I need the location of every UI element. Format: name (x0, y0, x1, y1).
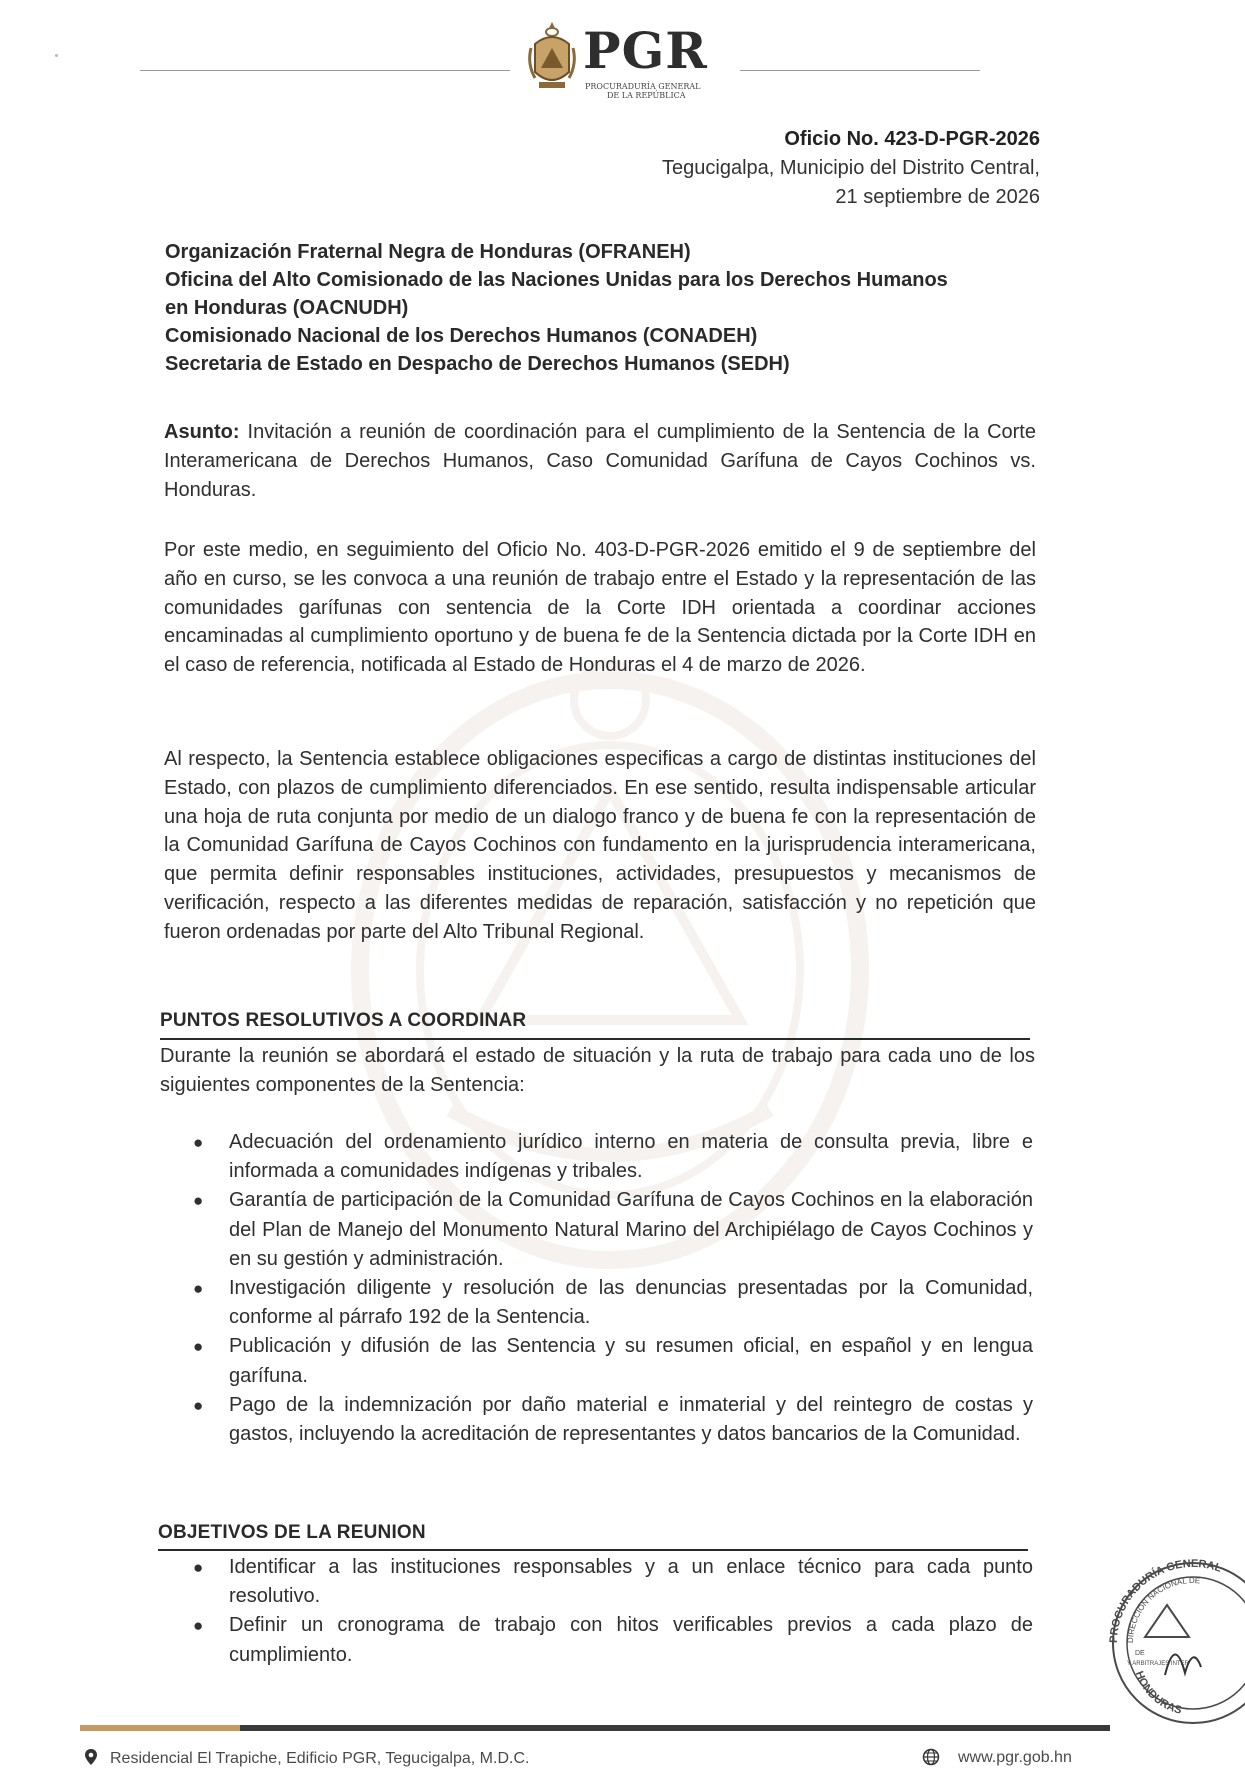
bullet-icon: ● (193, 1395, 204, 1415)
puntos-list (193, 1128, 1033, 1449)
svg-text:HONDURAS (1133, 1670, 1183, 1717)
body-paragraph: Por este medio, en seguimiento del Oficio No. 403-D-PGR-2026 emitido el 9 de septiembre del año en curso, se les convoca a una reunión de trabajo entre el Estado y la representación de las comunidades garífunas con sentencia de la Corte IDH orientada a coordinar acciones encaminadas al cumplimiento oportuno y de buena fe de la Sentencia dictada por la Corte IDH en el caso de referencia, notificada al Estado de Honduras el 4 de marzo de 2026. (164, 539, 1036, 677)
logo-subtitle-line1: PROCURADURÍA GENERAL (585, 82, 701, 91)
globe-icon (922, 1748, 940, 1766)
list-item-text: Investigación diligente y resolución de las denuncias presentadas por la Comunidad, conforme al párrafo 192 de la Sentencia. (229, 1277, 1033, 1329)
footer-website-link[interactable]: www.pgr.gob.hn (958, 1749, 1072, 1766)
footer-address (84, 1748, 529, 1768)
oficio-place: Tegucigalpa, Municipio del Distrito Central, (662, 157, 1040, 179)
footer-website[interactable] (922, 1748, 1072, 1767)
logo-subtitle (585, 82, 745, 100)
bullet-icon: ● (193, 1337, 204, 1357)
header-rule-left (140, 70, 510, 71)
list-item-text: Pago de la indemnización por daño material e inmaterial y del reintegro de costas y gastos, incluyendo la acreditación de representantes y datos bancarios de la Comunidad. (229, 1393, 1033, 1446)
stamp-line: Y ARBITRAJES INTER (1127, 1661, 1189, 1667)
asunto (164, 418, 1036, 504)
asunto-text: Invitación a reunión de coordinación para el cumplimiento de la Sentencia de la Corte Interamericana de Derechos Humanos, Caso Comunidad Garífuna de Cayos Cochinos vs. Honduras. (164, 421, 1036, 501)
bullet-icon: ● (193, 1616, 204, 1636)
list-item-text: Adecuación del ordenamiento jurídico interno en materia de consulta previa, libre e informada a comunidades indígenas y tribales. (229, 1131, 1033, 1183)
recipients (165, 238, 1045, 378)
section-title-puntos: PUNTOS RESOLUTIVOS A COORDINAR (160, 1010, 527, 1031)
list-item (193, 1611, 1033, 1669)
list-item (193, 1128, 1033, 1186)
oficio-date: 21 septiembre de 2026 (835, 186, 1040, 208)
list-item (193, 1553, 1033, 1611)
bullet-icon: ● (193, 1133, 204, 1152)
stamp-inner-text: DIRECCIÓN NACIONAL DE (1125, 1575, 1201, 1644)
bullet-icon: ● (193, 1279, 204, 1299)
section-rule (158, 1549, 1028, 1551)
list-item (193, 1391, 1033, 1449)
stamp-line: DE (1135, 1650, 1145, 1657)
footer-address-text: Residencial El Trapiche, Edificio PGR, Tegucigalpa, M.D.C. (110, 1750, 530, 1767)
footer-accent-rule (80, 1725, 240, 1731)
list-item-text: Identificar a las instituciones responsables y a un enlace técnico para cada punto resolutivo. (229, 1556, 1033, 1608)
stamp-ring-text: PROCURADURÍA GENERAL (1107, 1557, 1224, 1644)
list-item (193, 1332, 1033, 1390)
list-item-text: Garantía de participación de la Comunidad Garífuna de Cayos Cochinos en la elaboración del Plan de Manejo del Monumento Natural Marino del Archipiélago de Cayos Cochinos y en su gestión y administración. (229, 1189, 1033, 1270)
list-item-text: Definir un cronograma de trabajo con hitos verificables previos a cada plazo de cumplimiento. (229, 1614, 1033, 1666)
pgr-logo (525, 18, 745, 98)
recipient-line: en Honduras (OACNUDH) (165, 297, 409, 319)
list-item (193, 1274, 1033, 1332)
oficio-number: Oficio No. 423-D-PGR-2026 (784, 128, 1040, 150)
logo-subtitle-line2: DE LA REPÚBLICA (607, 91, 686, 100)
list-item (193, 1186, 1033, 1274)
section-title-objetivos: OBJETIVOS DE LA REUNION (158, 1522, 426, 1543)
recipient-line: Oficina del Alto Comisionado de las Naciones Unidas para los Derechos Humanos (165, 269, 948, 291)
recipient-line: Secretaria de Estado en Despacho de Derechos Humanos (SEDH) (165, 353, 790, 375)
header-rule-right (740, 70, 980, 71)
body-paragraph: Al respecto, la Sentencia establece obligaciones especificas a cargo de distintas instituciones del Estado, con plazos de cumplimiento diferenciados. En ese sentido, resulta indispensable articular una hoja de ruta conjunta por medio de un dialogo franco y de buena fe con la representación de la Comunidad Garífuna de Cayos Cochinos con fundamento en la jurisprudencia interamericana, que permita definir responsables instituciones, actividades, presupuestos y mecanismos de verificación, respecto a las diferentes medidas de reparación, satisfacción y no repetición que fueron ordenadas por parte del Alto Tribunal Regional. (164, 748, 1036, 943)
section-intro: Durante la reunión se abordará el estado de situación y la ruta de trabajo para cada uno de los siguientes componentes de la Sentencia: (160, 1045, 1035, 1096)
bullet-icon: ● (193, 1191, 204, 1211)
asunto-label: Asunto: (164, 421, 240, 443)
objetivos-list (193, 1553, 1033, 1670)
scan-speck (55, 54, 58, 57)
footer-rule (240, 1725, 1110, 1731)
recipient-line: Organización Fraternal Negra de Honduras (OFRANEH) (165, 241, 691, 263)
svg-text:PROCURADURÍA GENERAL (1108, 1558, 1223, 1643)
logo-wordmark: PGR (583, 21, 708, 80)
recipient-line: Comisionado Nacional de los Derechos Humanos (CONADEH) (165, 325, 758, 347)
location-pin-icon (84, 1748, 98, 1766)
pgr-seal-icon (525, 18, 579, 94)
stamp-bottom-text: HONDURAS (1132, 1669, 1184, 1717)
list-item-text: Publicación y difusión de las Sentencia y su resumen oficial, en español y en lengua garífuna. (229, 1335, 1033, 1387)
section-rule (160, 1038, 1030, 1040)
official-stamp (1105, 1555, 1245, 1730)
oficio-block (662, 125, 1040, 212)
bullet-icon: ● (193, 1558, 204, 1577)
